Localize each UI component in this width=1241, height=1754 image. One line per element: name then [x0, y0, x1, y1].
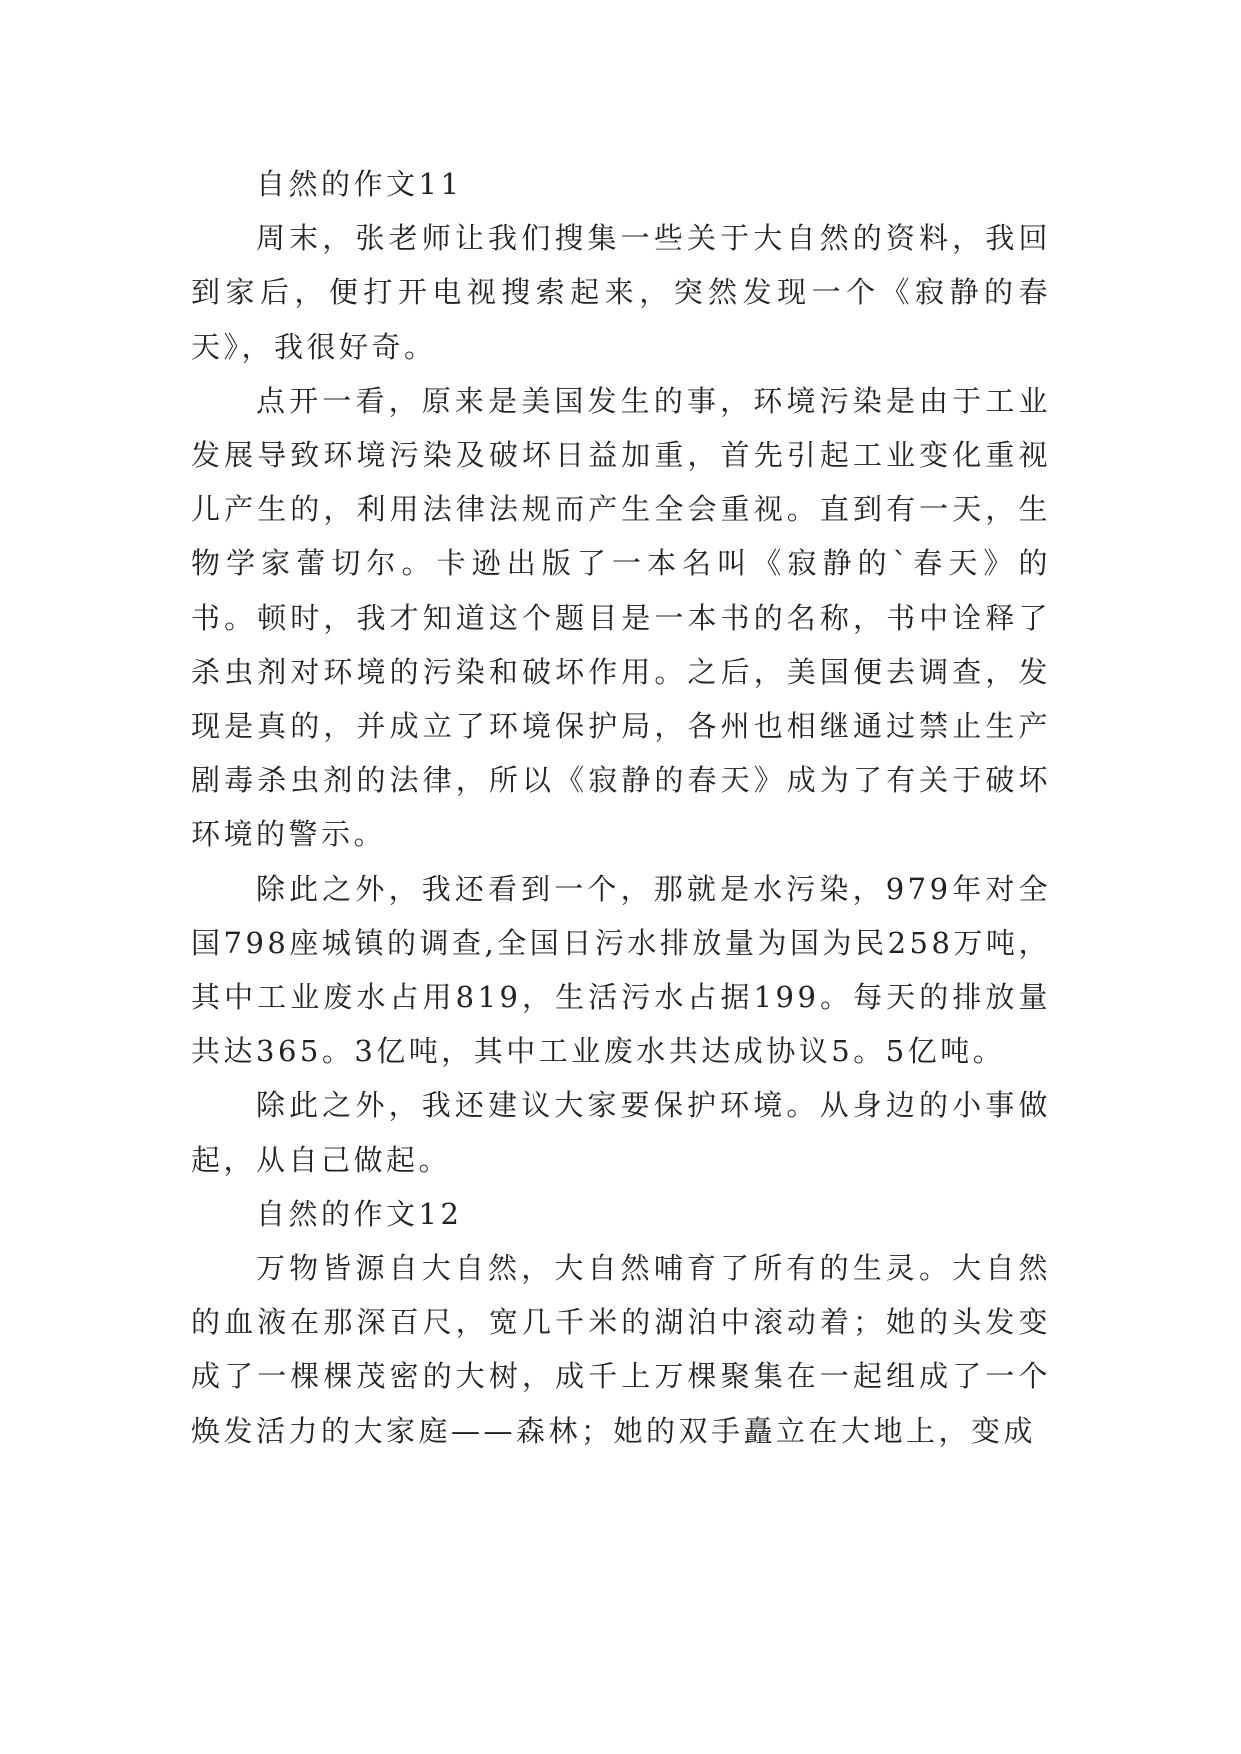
paragraph: 万物皆源自大自然，大自然哺育了所有的生灵。大自然的血液在那深百尺，宽几千米的湖泊中滚动着；她的头发变成了一棵棵茂密的大树，成千上万棵聚集在一起组成了一个焕发活力的大家庭——森林；她的双手矗立在大地上，变成 — [191, 1251, 1051, 1448]
document-body — [191, 157, 1051, 1458]
paragraph: 周末，张老师让我们搜集一些关于大自然的资料，我回到家后，便打开电视搜索起来，突然发现一个《寂静的春天》，我很好奇。 — [191, 221, 1051, 364]
essay-heading-12: 自然的作文12 — [256, 1196, 463, 1231]
paragraph: 点开一看，原来是美国发生的事，环境污染是由于工业发展导致环境污染及破坏日益加重，首先引起工业变化重视儿产生的，利用法律法规而产生全会重视。直到有一天，生物学家蕾切尔。卡逊出版了一本名叫《寂静的`春天》的书。顿时，我才知道这个题目是一本书的名称，书中诠释了杀虫剂对环境的污染和破坏作用。之后，美国便去调查，发现是真的，并成立了环境保护局，各州也相继通过禁止生产剧毒杀虫剂的法律，所以《寂静的春天》成为了有关于破坏环境的警示。 — [191, 383, 1051, 852]
essay-heading-11: 自然的作文11 — [256, 167, 463, 201]
paragraph: 除此之外，我还看到一个，那就是水污染，979年对全国798座城镇的调查,全国日污水排放量为国为民258万吨，其中工业废水占用819，生活污水占据199。每天的排放量共达365。3亿吨，其中工业废水共达成协议5。5亿吨。 — [191, 871, 1051, 1069]
paragraph: 除此之外，我还建议大家要保护环境。从身边的小事做起，从自己做起。 — [191, 1088, 1051, 1177]
